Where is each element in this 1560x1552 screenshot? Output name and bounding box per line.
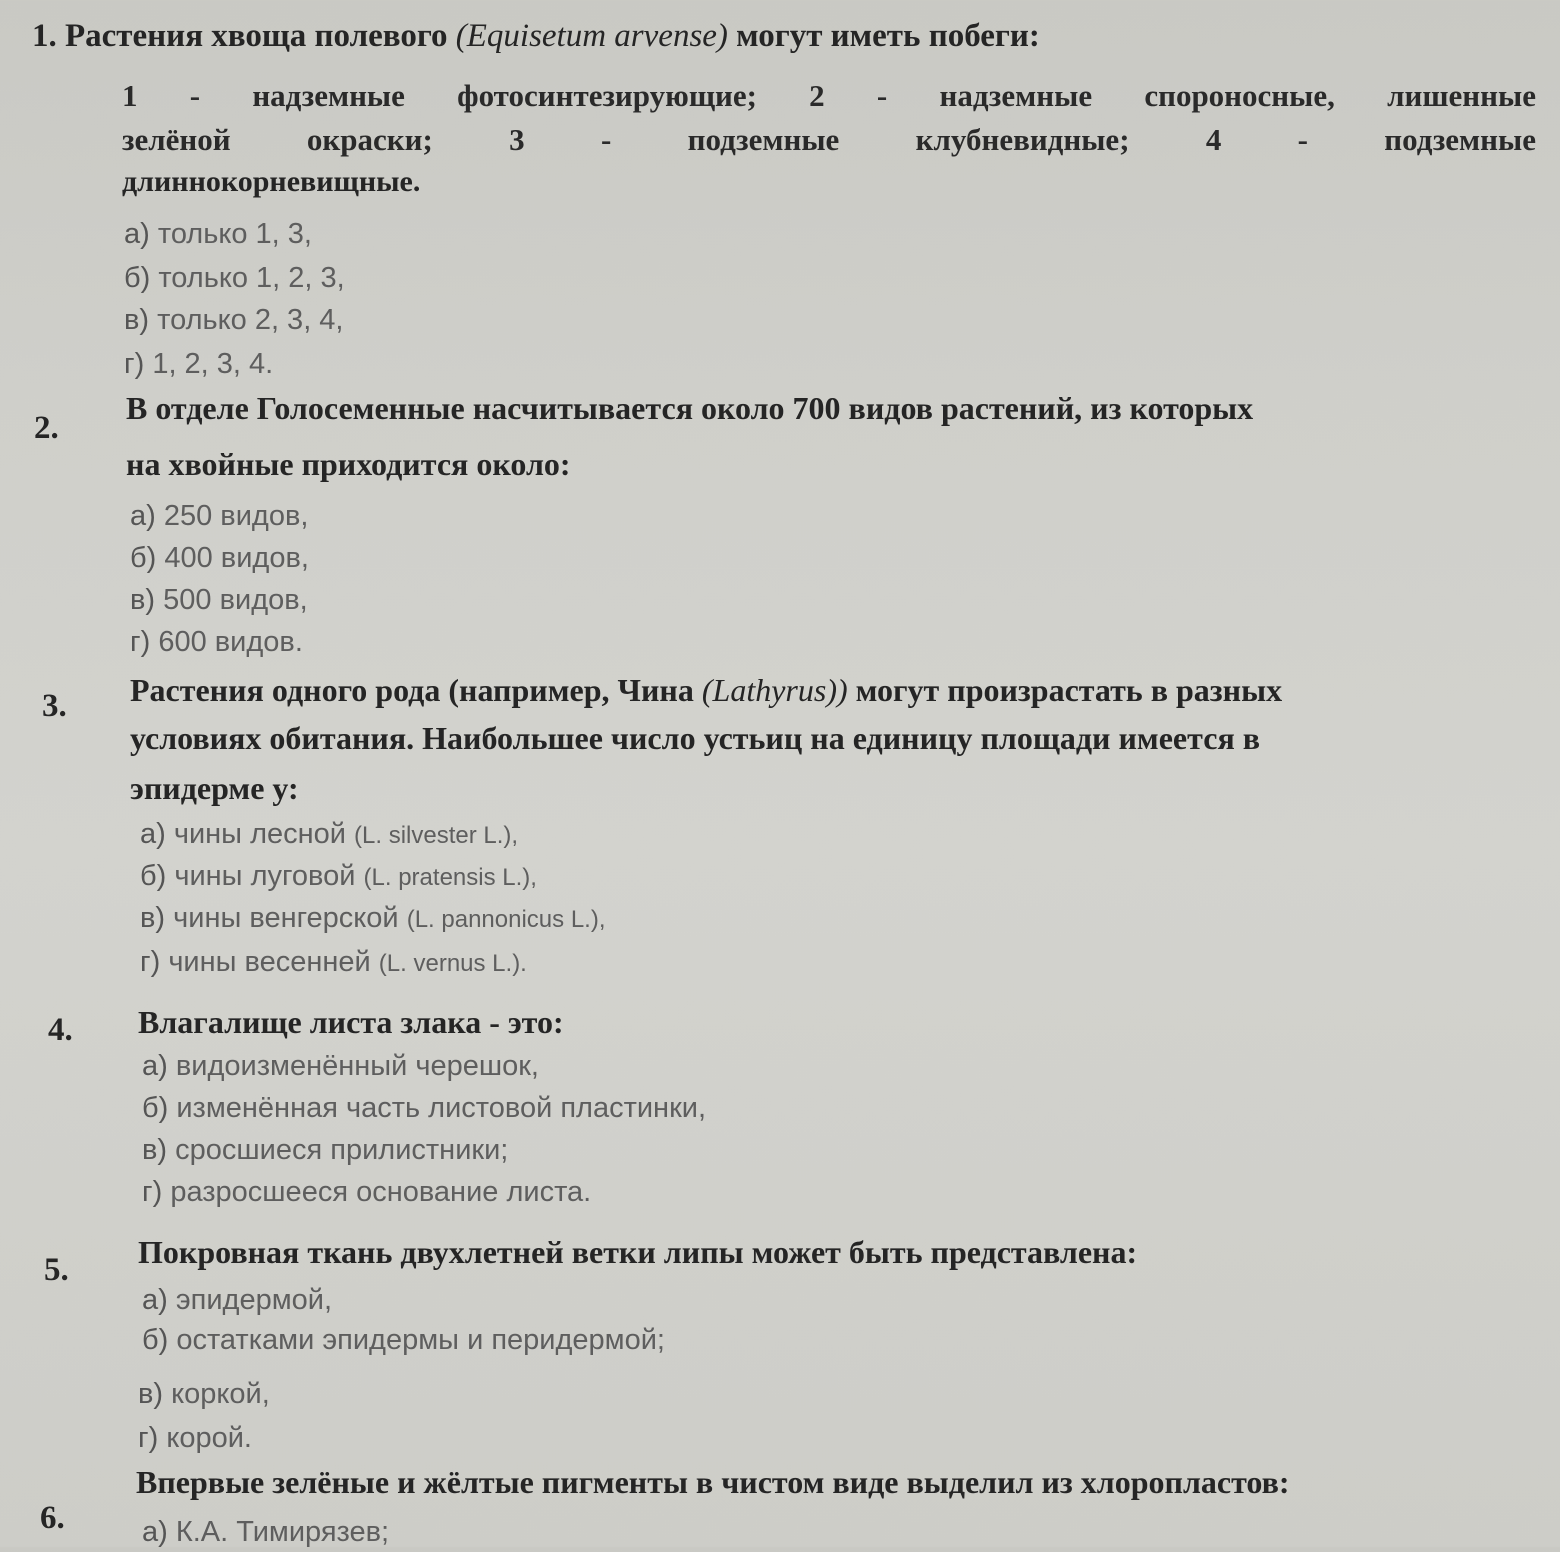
question-2-option-d[interactable] bbox=[130, 622, 303, 662]
question-5-option-b[interactable] bbox=[142, 1320, 665, 1360]
question-4-option-a[interactable] bbox=[142, 1046, 539, 1086]
option-letter: а) bbox=[140, 818, 166, 850]
option-letter: в) bbox=[138, 1378, 164, 1410]
question-1-option-d[interactable] bbox=[124, 344, 273, 384]
option-letter: б) bbox=[142, 1092, 169, 1124]
question-3-title-line-2: условиях обитания. Наибольшее число устьиц на единицу площади имеется в bbox=[130, 720, 1261, 756]
option-letter: г) bbox=[130, 626, 151, 658]
option-text: 500 видов, bbox=[163, 584, 308, 616]
question-5-number: 5. bbox=[44, 1252, 69, 1288]
question-3-option-b[interactable] bbox=[140, 856, 537, 898]
question-3-latin: (Lathyrus)) bbox=[701, 672, 848, 708]
option-letter: г) bbox=[124, 348, 145, 380]
question-2-title-line-2: на хвойные приходится около: bbox=[126, 446, 571, 482]
question-3-number: 3. bbox=[42, 688, 67, 724]
option-text: только 2, 3, 4, bbox=[157, 304, 344, 336]
question-3-title-end: могут произрастать в разных bbox=[855, 672, 1283, 708]
option-latin: (L. pratensis L.), bbox=[363, 864, 537, 891]
question-5-option-a[interactable] bbox=[142, 1280, 332, 1320]
option-letter: г) bbox=[138, 1422, 159, 1454]
question-1-latin: (Equisetum arvense) bbox=[455, 18, 728, 54]
option-latin: (L. vernus L.). bbox=[378, 950, 527, 977]
question-3-option-a[interactable] bbox=[140, 814, 518, 856]
question-1-option-c[interactable] bbox=[124, 300, 344, 340]
option-text: 600 видов. bbox=[158, 626, 303, 658]
question-1-statement-line-2: зелёной окраски; 3 - подземные клубневидные; 4 - подземные bbox=[122, 122, 1536, 157]
option-text: 400 видов, bbox=[164, 542, 309, 574]
option-text: чины весенней bbox=[168, 946, 371, 978]
question-4-option-c[interactable] bbox=[142, 1130, 508, 1170]
option-letter: а) bbox=[142, 1284, 168, 1316]
option-text: 1, 2, 3, 4. bbox=[152, 348, 274, 380]
option-letter: а) bbox=[130, 500, 156, 532]
question-1-title-text: Растения хвоща полевого bbox=[65, 18, 448, 54]
question-3-title-line-1 bbox=[130, 668, 1282, 712]
question-5-option-c[interactable] bbox=[138, 1374, 270, 1414]
option-text: чины лесной bbox=[173, 818, 346, 850]
question-3-title-line-3: эпидерме у: bbox=[130, 770, 299, 806]
option-text: коркой, bbox=[171, 1378, 270, 1410]
question-3-option-d[interactable] bbox=[140, 942, 527, 984]
option-text: 250 видов, bbox=[163, 500, 309, 532]
question-2-option-c[interactable] bbox=[130, 580, 308, 620]
option-letter: а) bbox=[142, 1516, 168, 1548]
option-letter: а) bbox=[124, 218, 150, 250]
question-4-title-line-1: Влагалище листа злака - это: bbox=[138, 1004, 564, 1040]
question-2-number: 2. bbox=[34, 410, 59, 446]
question-1-statement-line-1: 1 - надземные фотосинтезирующие; 2 - надземные спороносные, лишенные bbox=[122, 78, 1536, 113]
option-letter: в) bbox=[130, 584, 156, 616]
question-2-title-line-1: В отделе Голосеменные насчитывается около 700 видов растений, из которых bbox=[126, 390, 1254, 426]
option-letter: б) bbox=[140, 860, 167, 892]
option-text: изменённая часть листовой пластинки, bbox=[176, 1092, 707, 1124]
question-4-option-b[interactable] bbox=[142, 1088, 706, 1128]
question-6-option-a[interactable] bbox=[142, 1512, 389, 1552]
option-letter: г) bbox=[140, 946, 161, 978]
option-text: корой. bbox=[166, 1422, 252, 1454]
option-letter: г) bbox=[142, 1176, 163, 1208]
option-text: видоизменённый черешок, bbox=[175, 1050, 539, 1082]
option-letter: в) bbox=[140, 902, 166, 934]
question-1-option-b[interactable] bbox=[124, 258, 345, 298]
option-letter: б) bbox=[124, 262, 151, 294]
question-5-title-line-1: Покровная ткань двухлетней ветки липы может быть представлена: bbox=[138, 1234, 1138, 1270]
option-text: только 1, 2, 3, bbox=[158, 262, 345, 294]
option-latin: (L. silvester L.), bbox=[354, 822, 519, 849]
option-text: эпидермой, bbox=[175, 1284, 333, 1316]
question-4-option-d[interactable] bbox=[142, 1172, 591, 1212]
option-text: К.А. Тимирязев; bbox=[175, 1516, 390, 1548]
option-text: чины венгерской bbox=[173, 902, 399, 934]
option-text: чины луговой bbox=[174, 860, 356, 892]
option-text: разросшееся основание листа. bbox=[170, 1176, 592, 1208]
question-1-title bbox=[32, 14, 1040, 58]
question-6-number: 6. bbox=[40, 1500, 65, 1536]
question-3-title-text: Растения одного рода (например, Чина bbox=[130, 672, 694, 708]
question-1-statement-line-3: длиннокорневищные. bbox=[122, 165, 421, 198]
option-letter: в) bbox=[124, 304, 150, 336]
question-1-number: 1. bbox=[32, 18, 57, 54]
option-letter: в) bbox=[142, 1134, 168, 1166]
question-3-option-c[interactable] bbox=[140, 898, 606, 940]
question-2-option-a[interactable] bbox=[130, 496, 308, 536]
option-text: остатками эпидермы и перидермой; bbox=[176, 1324, 665, 1356]
option-letter: б) bbox=[142, 1324, 169, 1356]
question-1-option-a[interactable] bbox=[124, 214, 312, 254]
option-latin: (L. pannonicus L.), bbox=[406, 906, 606, 933]
question-5-option-d[interactable] bbox=[138, 1418, 252, 1458]
question-2-option-b[interactable] bbox=[130, 538, 309, 578]
option-letter: а) bbox=[142, 1050, 168, 1082]
option-text: только 1, 3, bbox=[157, 218, 312, 250]
question-6-title-line-1: Впервые зелёные и жёлтые пигменты в чистом виде выделил из хлоропластов: bbox=[136, 1464, 1290, 1500]
option-text: сросшиеся прилистники; bbox=[175, 1134, 509, 1166]
question-1-title-end: могут иметь побеги: bbox=[736, 18, 1040, 54]
question-4-number: 4. bbox=[48, 1012, 73, 1048]
option-letter: б) bbox=[130, 542, 157, 574]
